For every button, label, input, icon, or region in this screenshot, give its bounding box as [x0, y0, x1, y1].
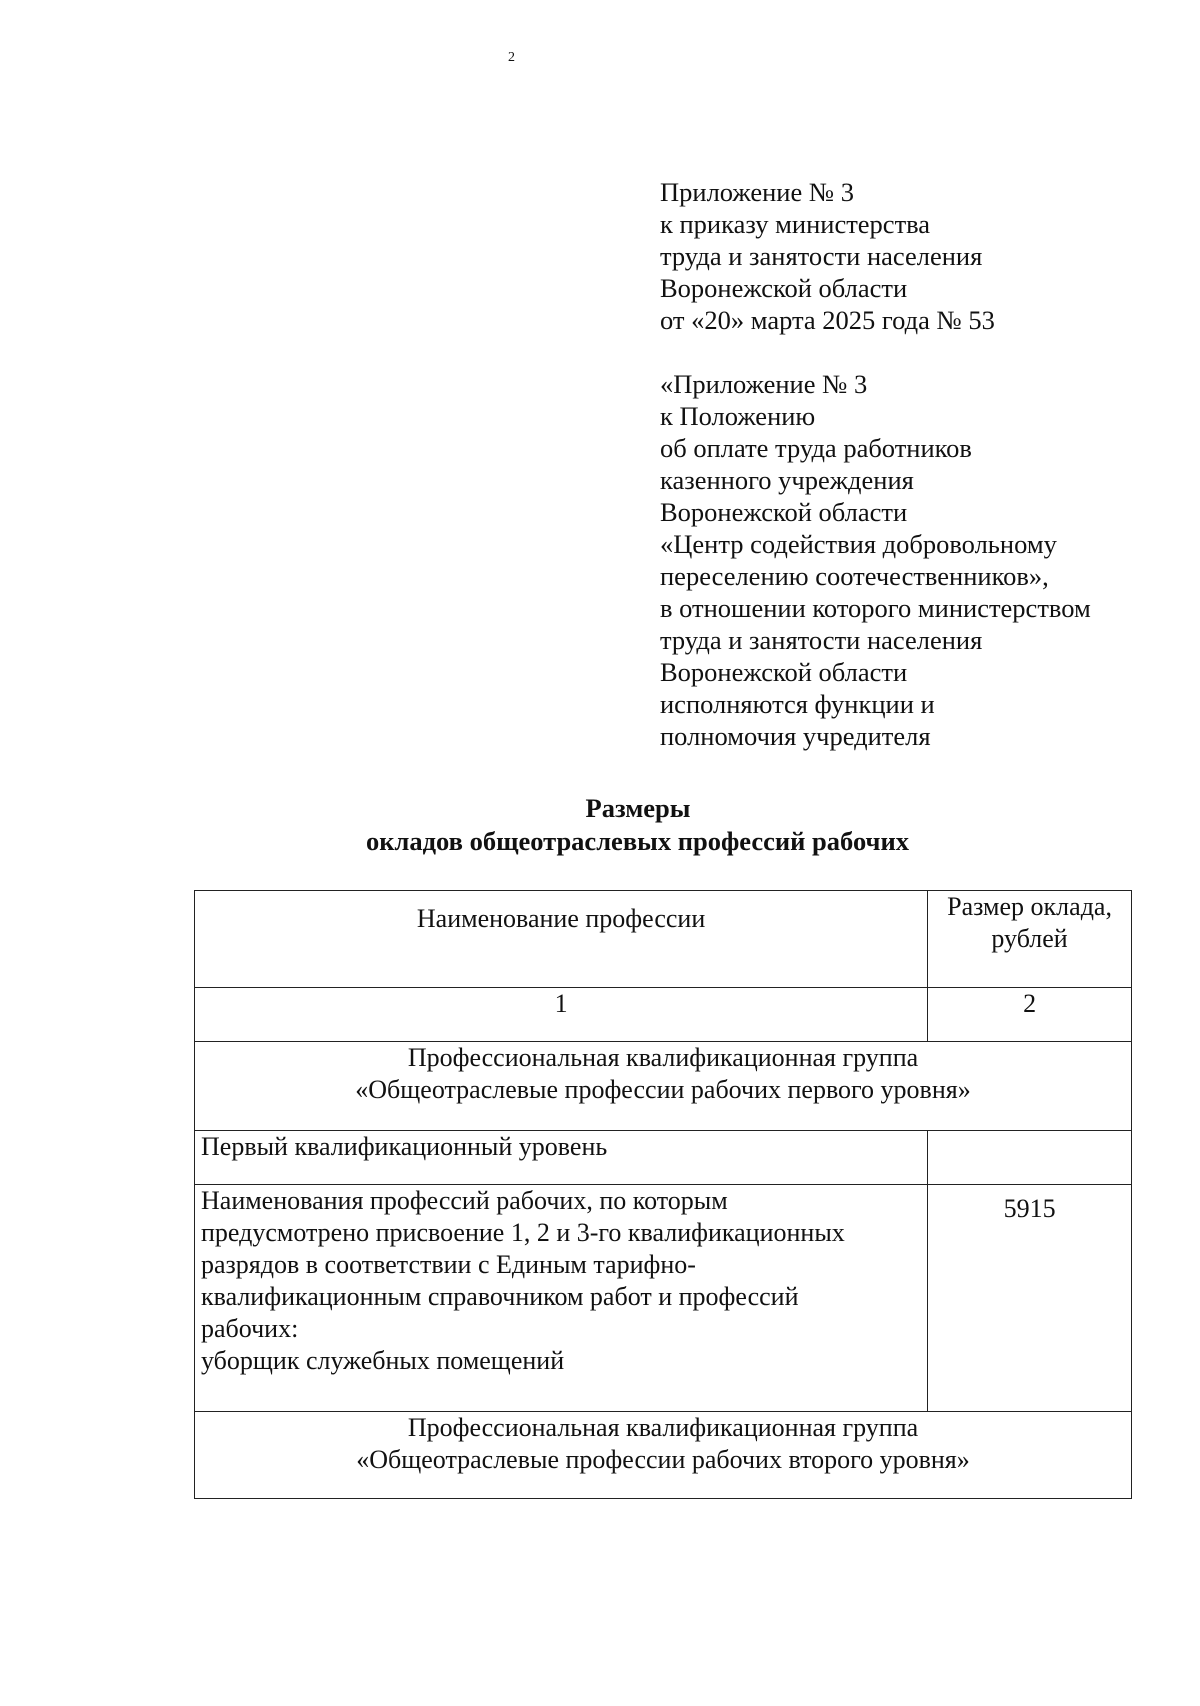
title-line: Размеры [585, 793, 691, 823]
approval-line: Воронежской области [660, 273, 908, 303]
qualification-group-cell [195, 1042, 1132, 1131]
header-rate-line: Размер оклада, [947, 892, 1112, 921]
salary-value: 5915 [928, 1185, 1132, 1412]
profession-line: уборщик служебных помещений [201, 1346, 565, 1375]
approval-line: труда и занятости населения [660, 241, 983, 271]
table-header-row [195, 891, 1132, 988]
approval-line: казенного учреждения [660, 465, 914, 495]
title-line: окладов общеотраслевых профессий рабочих [366, 826, 909, 856]
group-line: Профессиональная квалификационная группа [407, 1413, 919, 1442]
document-title [0, 792, 1200, 858]
group-row [195, 1042, 1132, 1131]
approval-line: Приложение № 3 [660, 177, 855, 207]
column-number: 1 [195, 988, 928, 1042]
profession-line: квалификационным справочником работ и профессий [201, 1282, 799, 1311]
header-salary-rate [928, 891, 1132, 988]
page-number: 2 [508, 50, 515, 65]
header-rate-line: рублей [991, 924, 1068, 953]
profession-line: Наименования профессий рабочих, по которым [201, 1186, 728, 1215]
approval-line: от «20» марта 2025 года № 53 [660, 305, 995, 335]
approval-line: к приказу министерства [660, 209, 931, 239]
qualification-level-label: Первый квалификационный уровень [195, 1131, 928, 1185]
approval-line: полномочия учредителя [660, 721, 931, 751]
regulation-appendix-block [660, 368, 1091, 752]
approval-line: в отношении которого министерством [660, 593, 1091, 623]
group-line: «Общеотраслевые профессии рабочих второго уровня» [356, 1445, 970, 1474]
qualification-group-cell [195, 1412, 1132, 1499]
approval-line: исполняются функции и [660, 689, 935, 719]
header-profession-name: Наименование профессии [195, 891, 928, 988]
order-appendix-block [660, 176, 1091, 336]
approval-line: «Центр содействия добровольному [660, 529, 1057, 559]
group-line: Профессиональная квалификационная группа [407, 1043, 919, 1072]
approval-line: Воронежской области [660, 497, 908, 527]
column-number: 2 [928, 988, 1132, 1042]
group-row [195, 1412, 1132, 1499]
profession-line: рабочих: [201, 1314, 299, 1343]
approval-line: к Положению [660, 401, 816, 431]
profession-description [195, 1185, 928, 1412]
profession-row [195, 1185, 1132, 1412]
profession-line: предусмотрено присвоение 1, 2 и 3-го квалификационных [201, 1218, 845, 1247]
approval-line: переселению соотечественников», [660, 561, 1049, 591]
group-line: «Общеотраслевые профессии рабочих первого уровня» [355, 1075, 971, 1104]
approval-stamp [660, 176, 1091, 752]
approval-line: Воронежской области [660, 657, 908, 687]
qualification-level-rate [928, 1131, 1132, 1185]
column-number-row [195, 988, 1132, 1042]
salary-table [194, 890, 1132, 1499]
level-row [195, 1131, 1132, 1185]
approval-line: об оплате труда работников [660, 433, 972, 463]
approval-line: «Приложение № 3 [660, 369, 868, 399]
profession-line: разрядов в соответствии с Единым тарифно- [201, 1250, 696, 1279]
approval-line: труда и занятости населения [660, 625, 983, 655]
